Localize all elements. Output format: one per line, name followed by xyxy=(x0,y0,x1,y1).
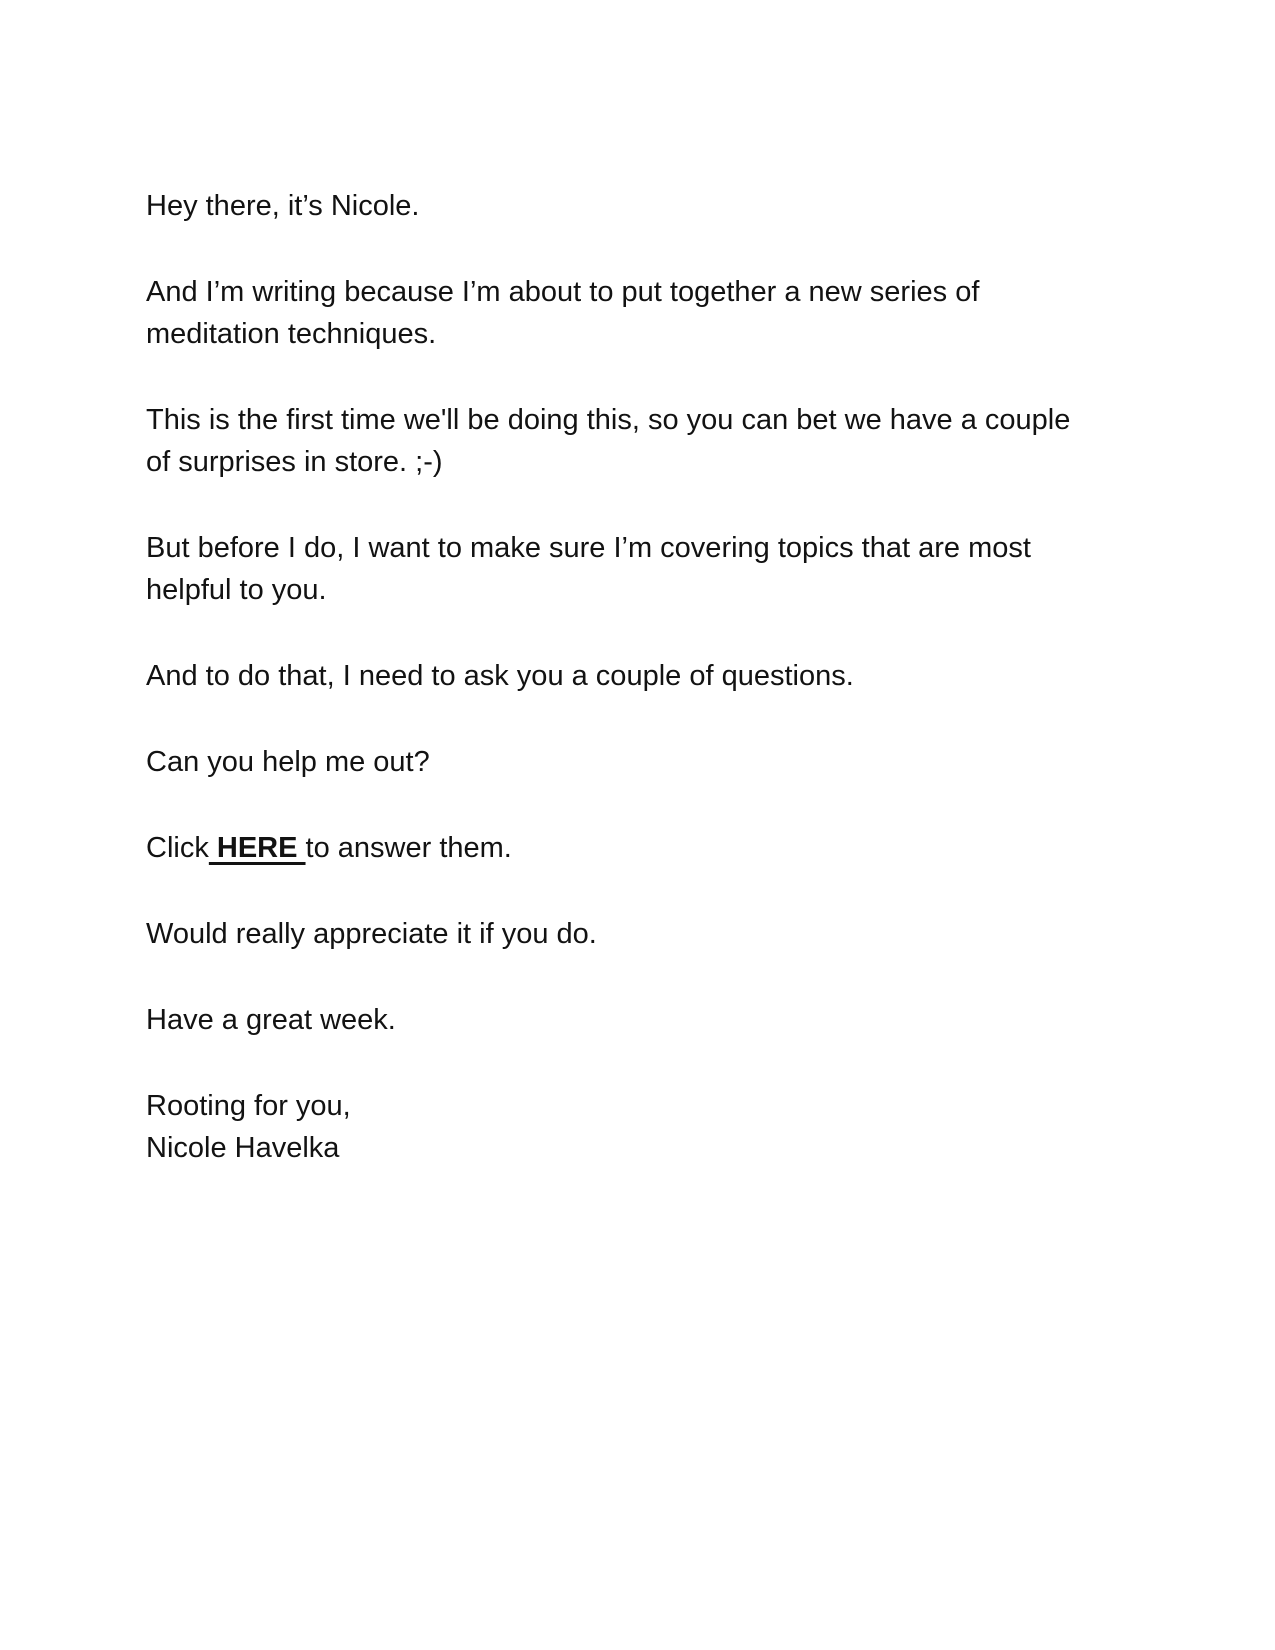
topics-line-1: But before I do, I want to make sure I’m covering topics that are most xyxy=(146,532,1031,564)
topics-line-2: helpful to you. xyxy=(146,574,327,606)
intro-line-1: And I’m writing because I’m about to put together a new series of xyxy=(146,276,980,308)
cta-prefix: Click xyxy=(146,832,209,864)
intro-line-2: meditation techniques. xyxy=(146,318,437,350)
greeting-text: Hey there, it’s Nicole. xyxy=(146,190,420,222)
here-link[interactable]: HERE xyxy=(208,832,306,864)
first-time-line-2: of surprises in store. ;-) xyxy=(146,446,443,478)
sender-name: Nicole Havelka xyxy=(146,1132,340,1164)
first-time-line-1: This is the first time we'll be doing this, so you can bet we have a couple xyxy=(146,404,1071,436)
signoff-text: Rooting for you, xyxy=(146,1090,351,1122)
cta-suffix: to answer them. xyxy=(305,832,512,864)
closing-text: Have a great week. xyxy=(146,1004,396,1036)
questions-text: And to do that, I need to ask you a couple of questions. xyxy=(146,660,854,692)
help-request-text: Can you help me out? xyxy=(146,746,430,778)
appreciation-text: Would really appreciate it if you do. xyxy=(146,918,597,950)
